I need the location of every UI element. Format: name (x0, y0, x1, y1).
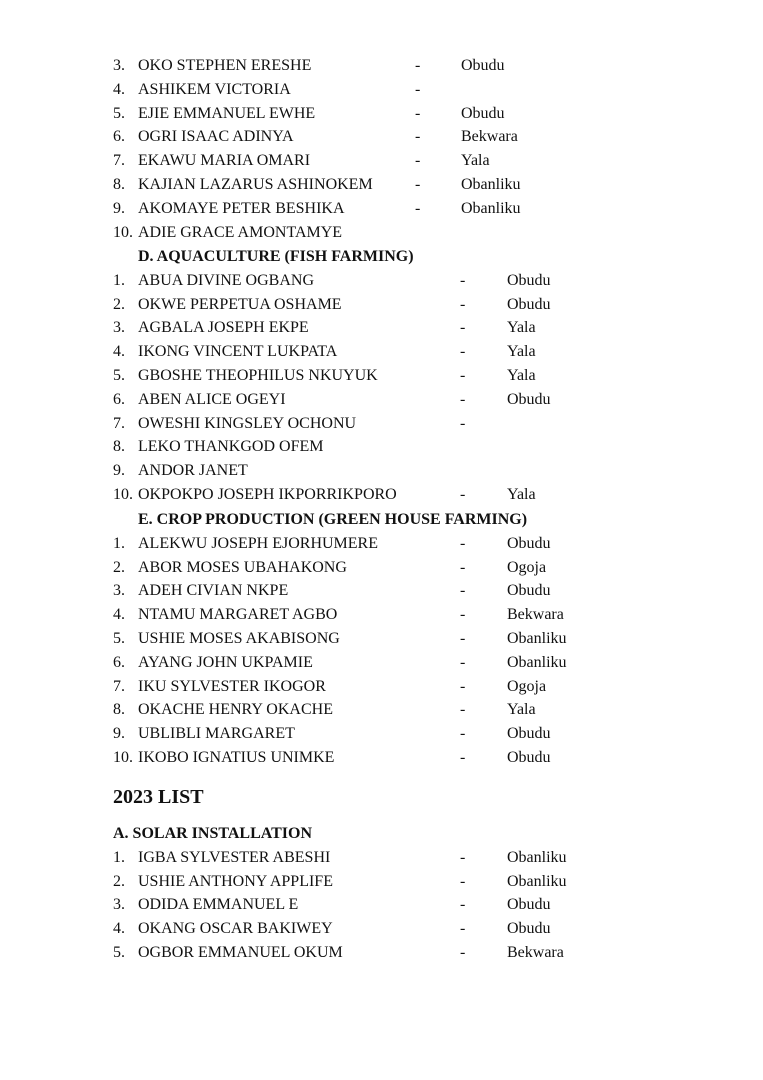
list-item (0, 269, 763, 293)
list-item (0, 173, 763, 197)
item-number: 1. (113, 271, 125, 289)
list-item (0, 917, 763, 941)
item-number: 10. (113, 485, 133, 503)
list-item (0, 870, 763, 894)
location: Obudu (507, 390, 551, 408)
item-number: 10. (113, 748, 133, 766)
location: Yala (461, 152, 490, 170)
location: Obudu (507, 748, 551, 766)
list-item (0, 579, 763, 603)
separator-dash: - (415, 128, 421, 146)
person-name: ABUA DIVINE OGBANG (138, 271, 314, 289)
section-heading: D. AQUACULTURE (FISH FARMING) (138, 248, 414, 265)
person-name: OKACHE HENRY OKACHE (138, 701, 333, 719)
item-number: 5. (113, 629, 125, 647)
person-name: ADEH CIVIAN NKPE (138, 582, 289, 600)
separator-dash: - (415, 80, 421, 98)
section-crop-production (0, 508, 763, 770)
location: Bekwara (507, 943, 564, 961)
person-name: OKANG OSCAR BAKIWEY (138, 920, 333, 938)
list-item (0, 459, 763, 483)
separator-dash: - (460, 271, 466, 289)
separator-dash: - (460, 582, 466, 600)
location: Ogoja (507, 677, 547, 695)
person-name: ODIDA EMMANUEL E (138, 896, 299, 914)
location: Yala (507, 319, 536, 337)
item-number: 10. (113, 223, 133, 241)
item-number: 8. (113, 175, 125, 193)
separator-dash: - (460, 295, 466, 313)
person-name: OWESHI KINGSLEY OCHONU (138, 414, 357, 432)
location: Bekwara (461, 128, 518, 146)
item-number: 2. (113, 295, 125, 313)
person-name: AGBALA JOSEPH EKPE (138, 319, 309, 337)
list-item (0, 316, 763, 340)
list-item (0, 556, 763, 580)
person-name: OGBOR EMMANUEL OKUM (138, 943, 343, 961)
separator-dash: - (460, 701, 466, 719)
location: Obudu (507, 271, 551, 289)
person-name: ABOR MOSES UBAHAKONG (138, 558, 347, 576)
item-number: 7. (113, 152, 125, 170)
separator-dash: - (415, 104, 421, 122)
list-item (0, 746, 763, 770)
section-heading: E. CROP PRODUCTION (GREEN HOUSE FARMING) (138, 511, 528, 528)
list-item (0, 722, 763, 746)
person-name: OKWE PERPETUA OSHAME (138, 295, 342, 313)
item-number: 3. (113, 319, 125, 337)
person-name: AYANG JOHN UKPAMIE (138, 653, 313, 671)
separator-dash: - (460, 725, 466, 743)
person-name: ANDOR JANET (138, 462, 248, 480)
separator-dash: - (460, 414, 466, 432)
list-item (0, 651, 763, 675)
item-number: 2. (113, 872, 125, 890)
separator-dash: - (460, 343, 466, 361)
item-number: 9. (113, 199, 125, 217)
item-number: 5. (113, 104, 125, 122)
item-number: 4. (113, 606, 125, 624)
person-name: USHIE ANTHONY APPLIFE (138, 872, 333, 890)
list-item (0, 78, 763, 102)
person-name: IGBA SYLVESTER ABESHI (138, 848, 331, 866)
list-item (0, 102, 763, 126)
list-item (0, 846, 763, 870)
separator-dash: - (415, 199, 421, 217)
item-number: 9. (113, 462, 125, 480)
list-item (0, 388, 763, 412)
item-number: 1. (113, 534, 125, 552)
separator-dash: - (460, 629, 466, 647)
item-number: 2. (113, 558, 125, 576)
location: Yala (507, 366, 536, 384)
list-item (0, 483, 763, 507)
list-item (0, 698, 763, 722)
person-name: KAJIAN LAZARUS ASHINOKEM (138, 175, 373, 193)
item-number: 4. (113, 80, 125, 98)
location: Bekwara (507, 606, 564, 624)
person-name: IKU SYLVESTER IKOGOR (138, 677, 326, 695)
separator-dash: - (415, 152, 421, 170)
separator-dash: - (460, 848, 466, 866)
item-number: 5. (113, 943, 125, 961)
list-item (0, 364, 763, 388)
person-name: ASHIKEM VICTORIA (138, 80, 291, 98)
list-item (0, 340, 763, 364)
person-name: ALEKWU JOSEPH EJORHUMERE (138, 534, 378, 552)
item-number: 7. (113, 414, 125, 432)
person-name: USHIE MOSES AKABISONG (138, 629, 340, 647)
location: Yala (507, 485, 536, 503)
location: Obudu (507, 920, 551, 938)
person-name: EJIE EMMANUEL EWHE (138, 104, 316, 122)
separator-dash: - (415, 57, 421, 74)
separator-dash: - (460, 390, 466, 408)
section-solar-installation (0, 822, 763, 965)
person-name: OKPOKPO JOSEPH IKPORRIKPORO (138, 485, 397, 503)
person-name: OGRI ISAAC ADINYA (138, 128, 294, 146)
separator-dash: - (460, 606, 466, 624)
location: Obudu (507, 582, 551, 600)
item-number: 1. (113, 848, 125, 866)
separator-dash: - (460, 485, 466, 503)
separator-dash: - (460, 534, 466, 552)
item-number: 9. (113, 725, 125, 743)
item-number: 3. (113, 57, 125, 74)
location: Ogoja (507, 558, 547, 576)
item-number: 8. (113, 701, 125, 719)
item-number: 8. (113, 438, 125, 456)
list-item (0, 197, 763, 221)
person-name: ADIE GRACE AMONTAMYE (138, 223, 343, 241)
list-item (0, 54, 763, 78)
person-name: AKOMAYE PETER BESHIKA (138, 199, 345, 217)
previous-section-list (0, 54, 763, 244)
location: Obudu (461, 104, 505, 122)
item-number: 6. (113, 653, 125, 671)
list-item (0, 941, 763, 965)
location: Obudu (507, 295, 551, 313)
section-aquaculture (0, 245, 763, 507)
person-name: EKAWU MARIA OMARI (138, 152, 311, 170)
location: Obudu (507, 725, 551, 743)
item-number: 7. (113, 677, 125, 695)
item-number: 3. (113, 896, 125, 914)
location: Obudu (507, 896, 551, 914)
location: Obanliku (507, 629, 567, 647)
location: Obanliku (507, 872, 567, 890)
list-item (0, 221, 763, 245)
person-name: IKOBO IGNATIUS UNIMKE (138, 748, 335, 766)
list-item (0, 435, 763, 459)
separator-dash: - (460, 943, 466, 961)
person-name: IKONG VINCENT LUKPATA (138, 343, 338, 361)
list-item (0, 149, 763, 173)
separator-dash: - (460, 366, 466, 384)
item-number: 6. (113, 128, 125, 146)
list-item (0, 412, 763, 436)
list-item (0, 125, 763, 149)
person-name: OKO STEPHEN ERESHE (138, 57, 312, 74)
location: Yala (507, 343, 536, 361)
person-name: LEKO THANKGOD OFEM (138, 438, 324, 456)
year-list-title: 2023 LIST (113, 786, 204, 808)
item-number: 4. (113, 920, 125, 938)
list-item (0, 603, 763, 627)
separator-dash: - (460, 920, 466, 938)
separator-dash: - (460, 872, 466, 890)
item-number: 6. (113, 390, 125, 408)
item-number: 5. (113, 366, 125, 384)
location: Obudu (461, 57, 505, 74)
item-number: 3. (113, 582, 125, 600)
separator-dash: - (460, 896, 466, 914)
location: Obanliku (507, 653, 567, 671)
person-name: NTAMU MARGARET AGBO (138, 606, 338, 624)
separator-dash: - (460, 558, 466, 576)
separator-dash: - (460, 653, 466, 671)
separator-dash: - (460, 677, 466, 695)
person-name: GBOSHE THEOPHILUS NKUYUK (138, 366, 378, 384)
location: Obudu (507, 534, 551, 552)
list-item (0, 675, 763, 699)
separator-dash: - (415, 175, 421, 193)
person-name: ABEN ALICE OGEYI (138, 390, 286, 408)
location: Yala (507, 701, 536, 719)
section-heading: A. SOLAR INSTALLATION (113, 825, 313, 842)
location: Obanliku (507, 848, 567, 866)
list-item (0, 893, 763, 917)
person-name: UBLIBLI MARGARET (138, 725, 295, 743)
list-item (0, 532, 763, 556)
list-item (0, 627, 763, 651)
location: Obanliku (461, 175, 521, 193)
separator-dash: - (460, 748, 466, 766)
separator-dash: - (460, 319, 466, 337)
list-item (0, 293, 763, 317)
item-number: 4. (113, 343, 125, 361)
location: Obanliku (461, 199, 521, 217)
